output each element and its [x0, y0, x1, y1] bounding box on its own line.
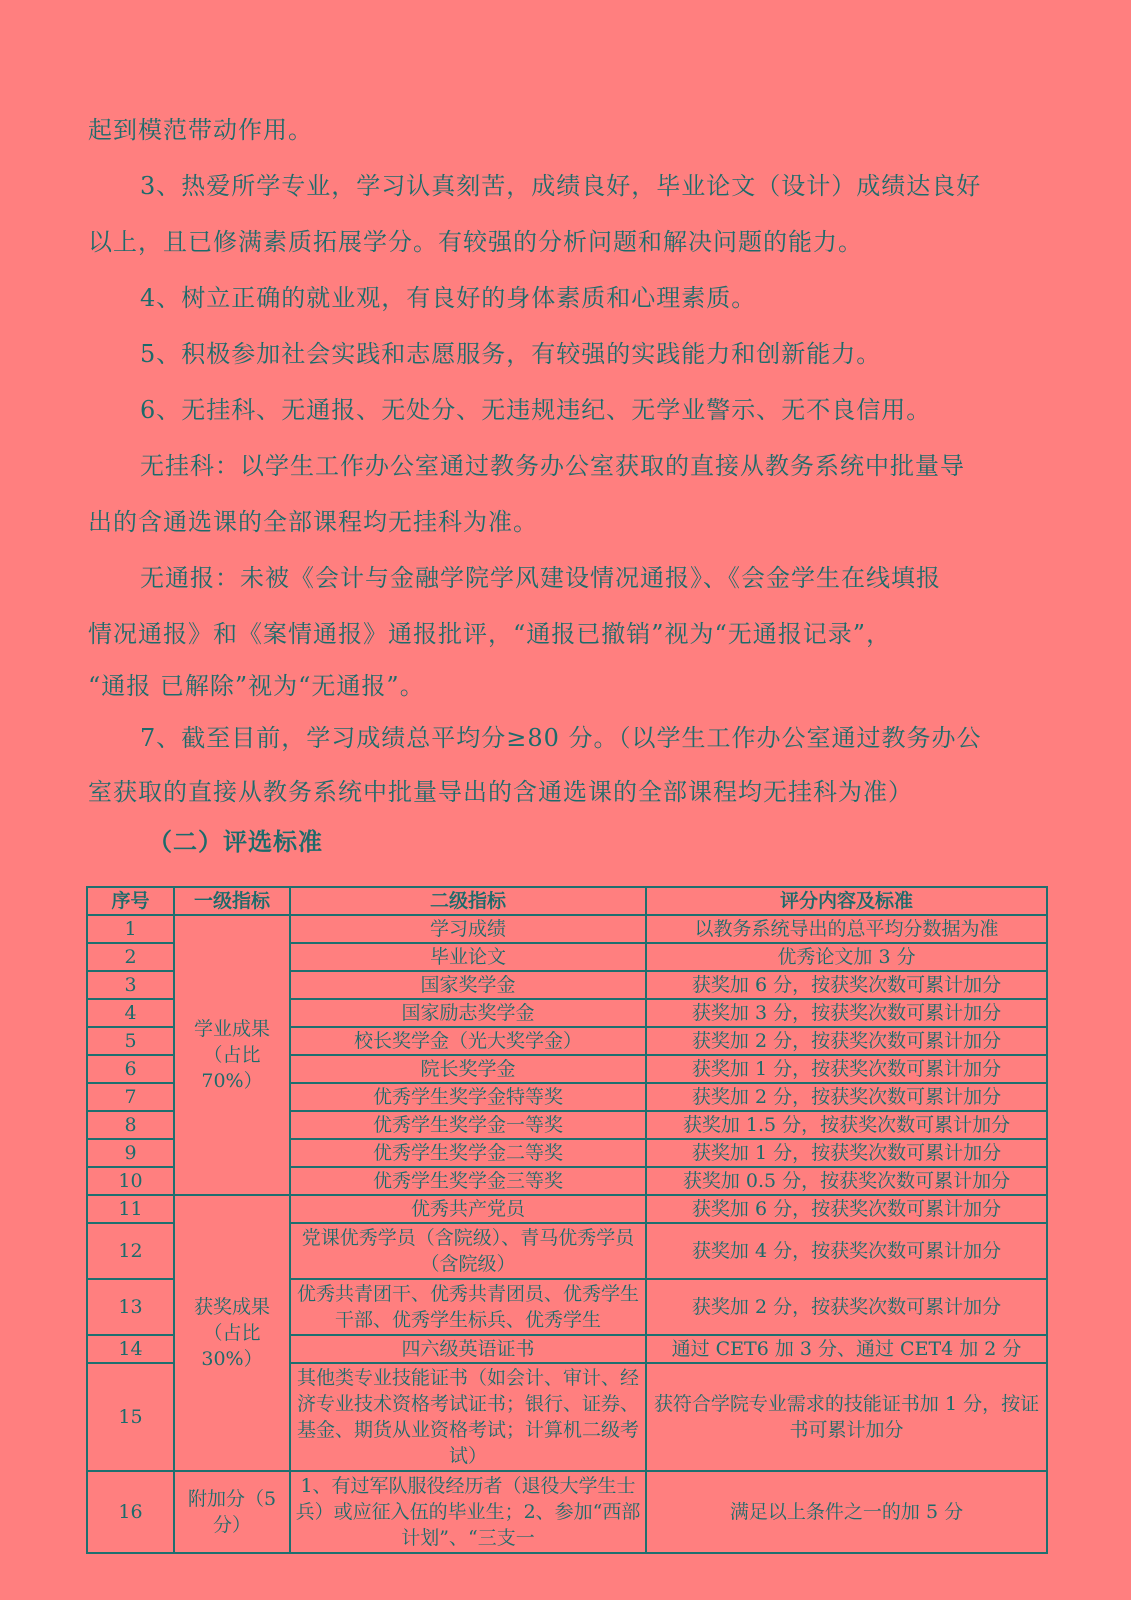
row-item: 四六级英语证书	[290, 1335, 646, 1363]
row-score: 获符合学院专业需求的技能证书加 1 分，按证书可累计加分	[646, 1363, 1047, 1471]
row-score: 获奖加 2 分，按获奖次数可累计加分	[646, 1279, 1047, 1335]
paragraph-3-line-2: 以上，且已修满素质拓展学分。有较强的分析问题和解决问题的能力。	[88, 228, 863, 256]
row-item: 优秀共青团干、优秀共青团员、优秀学生干部、优秀学生标兵、优秀学生	[290, 1279, 646, 1335]
group-awards: 获奖成果（占比30%）	[174, 1195, 290, 1471]
paragraph-no-notice-line-1: 无通报：未被《会计与金融学院学风建设情况通报》、《会金学生在线填报	[140, 564, 941, 592]
row-item: 毕业论文	[290, 943, 646, 971]
row-no: 5	[87, 1027, 174, 1055]
row-score: 获奖加 3 分，按获奖次数可累计加分	[646, 999, 1047, 1027]
row-no: 13	[87, 1279, 174, 1335]
row-no: 2	[87, 943, 174, 971]
row-score: 获奖加 1 分，按获奖次数可累计加分	[646, 1139, 1047, 1167]
row-score: 获奖加 2 分，按获奖次数可累计加分	[646, 1027, 1047, 1055]
paragraph-no-notice-line-2: 情况通报》和《案情通报》通报批评，“通报已撤销”视为“无通报记录”，	[88, 620, 892, 648]
row-item: 院长奖学金	[290, 1055, 646, 1083]
row-no: 11	[87, 1195, 174, 1223]
row-score: 优秀论文加 3 分	[646, 943, 1047, 971]
table-row	[87, 1471, 1047, 1553]
row-no: 10	[87, 1167, 174, 1195]
row-no: 15	[87, 1363, 174, 1471]
row-item: 其他类专业技能证书（如会计、审计、经济专业技术资格考试证书；银行、证券、基金、期货从业资格考试；计算机二级考试）	[290, 1363, 646, 1471]
row-item: 优秀学生奖学金特等奖	[290, 1083, 646, 1111]
row-score: 获奖加 4 分，按获奖次数可累计加分	[646, 1223, 1047, 1279]
header-no: 序号	[87, 887, 174, 915]
section-heading: （二）评选标准	[148, 827, 323, 856]
table-row	[87, 1195, 1047, 1223]
row-no: 7	[87, 1083, 174, 1111]
row-no: 16	[87, 1471, 174, 1553]
paragraph-6: 6、无挂科、无通报、无处分、无违规违纪、无学业警示、无不良信用。	[140, 396, 932, 424]
row-no: 1	[87, 915, 174, 943]
row-score: 获奖加 1 分，按获奖次数可累计加分	[646, 1055, 1047, 1083]
row-item: 党课优秀学员（含院级）、青马优秀学员（含院级）	[290, 1223, 646, 1279]
row-item: 学习成绩	[290, 915, 646, 943]
row-item: 优秀学生奖学金一等奖	[290, 1111, 646, 1139]
row-no: 14	[87, 1335, 174, 1363]
table-row	[87, 915, 1047, 943]
row-no: 9	[87, 1139, 174, 1167]
paragraph-5: 5、积极参加社会实践和志愿服务，有较强的实践能力和创新能力。	[140, 340, 882, 368]
row-no: 6	[87, 1055, 174, 1083]
row-no: 12	[87, 1223, 174, 1279]
paragraph-no-notice-line-3: “通报 已解除”视为“无通报”。	[88, 672, 425, 700]
row-score: 获奖加 1.5 分，按获奖次数可累计加分	[646, 1111, 1047, 1139]
row-score: 满足以上条件之一的加 5 分	[646, 1471, 1047, 1553]
paragraph-4: 4、树立正确的就业观，有良好的身体素质和心理素质。	[140, 284, 757, 312]
row-score: 以教务系统导出的总平均分数据为准	[646, 915, 1047, 943]
row-score: 通过 CET6 加 3 分、通过 CET4 加 2 分	[646, 1335, 1047, 1363]
paragraph-7-line-1: 7、截至目前，学习成绩总平均分≥80 分。（以学生工作办公室通过教务办公	[140, 724, 982, 752]
paragraph-no-fail-line-2: 出的含通选课的全部课程均无挂科为准。	[88, 508, 538, 536]
row-item: 国家奖学金	[290, 971, 646, 999]
header-score: 评分内容及标准	[646, 887, 1047, 915]
header-level2: 二级指标	[290, 887, 646, 915]
row-score: 获奖加 6 分，按获奖次数可累计加分	[646, 1195, 1047, 1223]
group-bonus: 附加分（5分）	[174, 1471, 290, 1553]
row-item: 优秀学生奖学金三等奖	[290, 1167, 646, 1195]
row-item: 1、有过军队服役经历者（退役大学生士兵）或应征入伍的毕业生；2、参加“西部计划”、“三支一	[290, 1471, 646, 1553]
paragraph-7-line-2: 室获取的直接从教务系统中批量导出的含通选课的全部课程均无挂科为准）	[88, 778, 913, 806]
row-no: 4	[87, 999, 174, 1027]
paragraph-continuation: 起到模范带动作用。	[88, 116, 313, 144]
paragraph-3-line-1: 3、热爱所学专业，学习认真刻苦，成绩良好，毕业论文（设计）成绩达良好	[140, 172, 982, 200]
row-score: 获奖加 2 分，按获奖次数可累计加分	[646, 1083, 1047, 1111]
criteria-table	[86, 886, 1048, 1554]
row-item: 优秀共产党员	[290, 1195, 646, 1223]
table-header-row	[87, 887, 1047, 915]
row-no: 3	[87, 971, 174, 999]
row-score: 获奖加 6 分，按获奖次数可累计加分	[646, 971, 1047, 999]
row-item: 校长奖学金（光大奖学金）	[290, 1027, 646, 1055]
row-item: 优秀学生奖学金二等奖	[290, 1139, 646, 1167]
row-score: 获奖加 0.5 分，按获奖次数可累计加分	[646, 1167, 1047, 1195]
row-item: 国家励志奖学金	[290, 999, 646, 1027]
paragraph-no-fail-line-1: 无挂科：以学生工作办公室通过教务办公室获取的直接从教务系统中批量导	[140, 452, 965, 480]
group-academic: 学业成果（占比70%）	[174, 915, 290, 1195]
header-level1: 一级指标	[174, 887, 290, 915]
row-no: 8	[87, 1111, 174, 1139]
